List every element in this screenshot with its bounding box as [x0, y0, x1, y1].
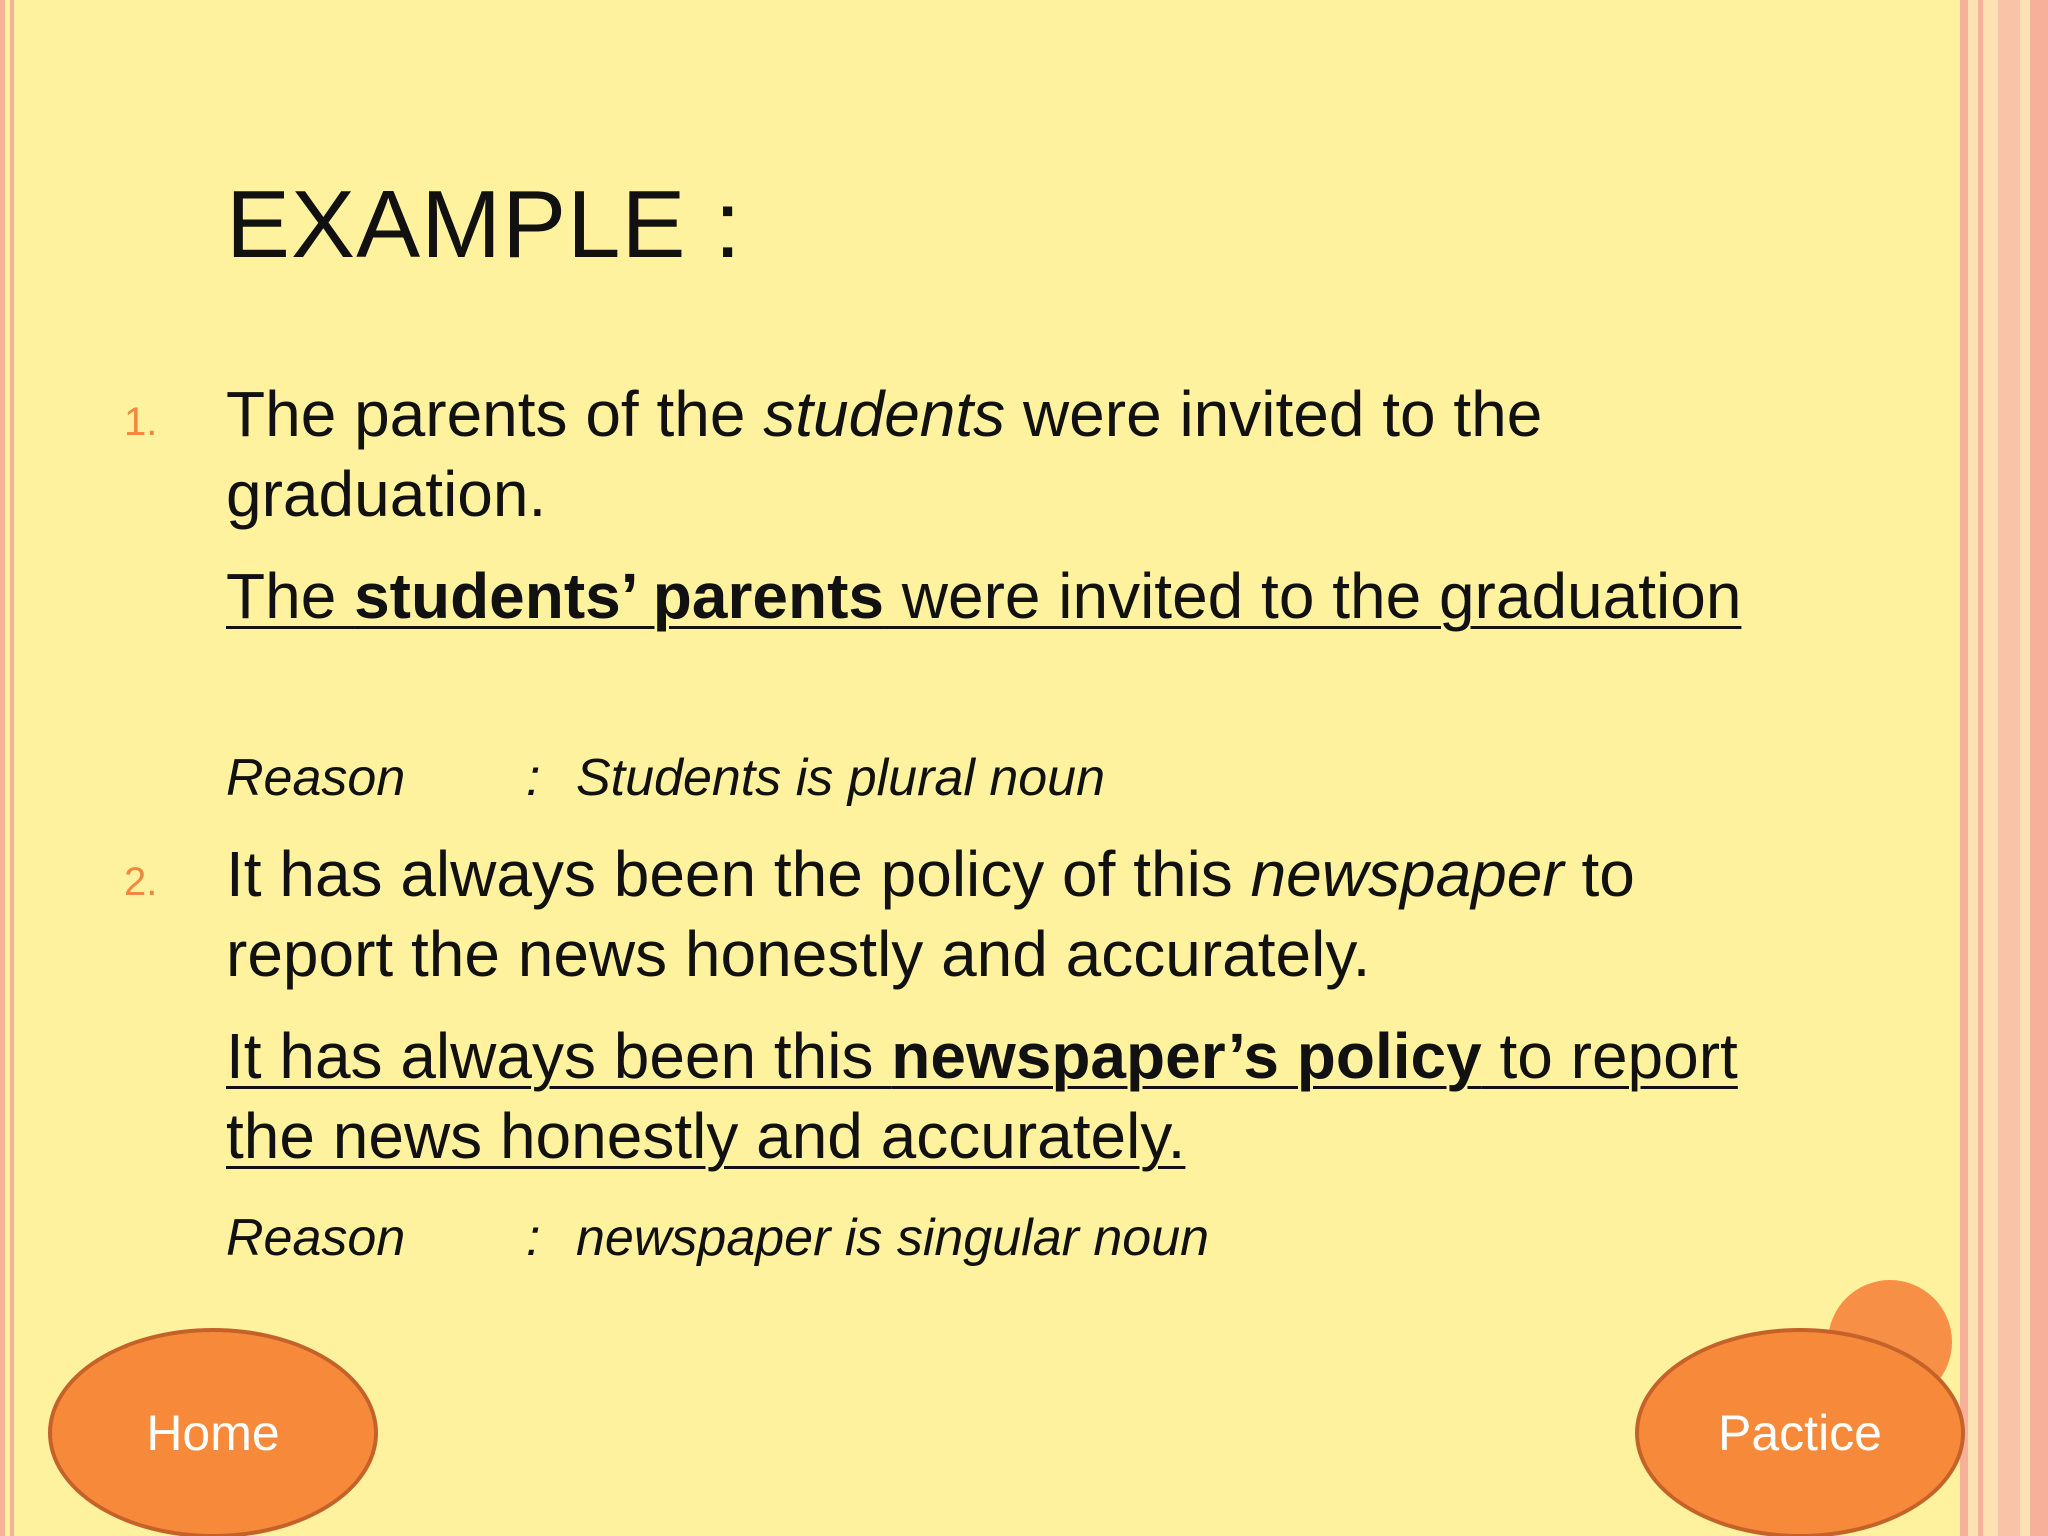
emphasis-word: students: [763, 378, 1006, 450]
left-border-stripe: [10, 0, 14, 1536]
example-1-revised: [226, 556, 1786, 636]
possessive-phrase: students’ parents: [354, 560, 884, 632]
home-button-label: Home: [146, 1405, 280, 1461]
practice-button[interactable]: [1635, 1328, 1965, 1536]
example-1-reason: [226, 748, 1105, 808]
reason-text: Students is plural noun: [576, 749, 1106, 807]
example-1-original: [226, 374, 1786, 534]
home-button[interactable]: [48, 1328, 378, 1536]
right-border-stripe: [1960, 0, 1968, 1536]
right-border-stripe: [1998, 0, 2020, 1536]
reason-label: Reason: [226, 749, 406, 807]
text-segment: to report the news honestly and accurately.: [226, 838, 1635, 990]
text-segment: It has always been this: [226, 1020, 892, 1092]
text-segment: to report the news honestly and accurately.: [226, 1020, 1738, 1172]
text-segment: The: [226, 560, 355, 632]
text-segment: The parents of the: [226, 378, 764, 450]
reason-label: Reason: [226, 1209, 406, 1267]
reason-colon: :: [526, 1209, 541, 1267]
text-segment: were invited to the graduation.: [226, 378, 1543, 530]
left-border-stripe: [0, 0, 5, 1536]
list-number-2: 2.: [124, 860, 158, 904]
example-2-reason: [226, 1208, 1209, 1268]
list-number-1: 1.: [124, 400, 158, 444]
right-border-stripe: [1978, 0, 1983, 1536]
practice-button-label: Pactice: [1718, 1405, 1882, 1461]
example-2-revised: [226, 1016, 1786, 1176]
revised-sentence: [226, 1020, 1738, 1172]
text-segment: It has always been the policy of this: [226, 838, 1251, 910]
emphasis-word: newspaper: [1250, 838, 1564, 910]
possessive-phrase: newspaper’s policy: [891, 1020, 1482, 1092]
reason-colon: :: [526, 749, 541, 807]
slide-title: EXAMPLE :: [226, 171, 742, 278]
revised-sentence: [226, 560, 1741, 632]
text-segment: were invited to the graduation: [883, 560, 1742, 632]
reason-text: newspaper is singular noun: [576, 1209, 1210, 1267]
right-border-stripe: [2030, 0, 2048, 1536]
example-2-original: [226, 834, 1786, 994]
